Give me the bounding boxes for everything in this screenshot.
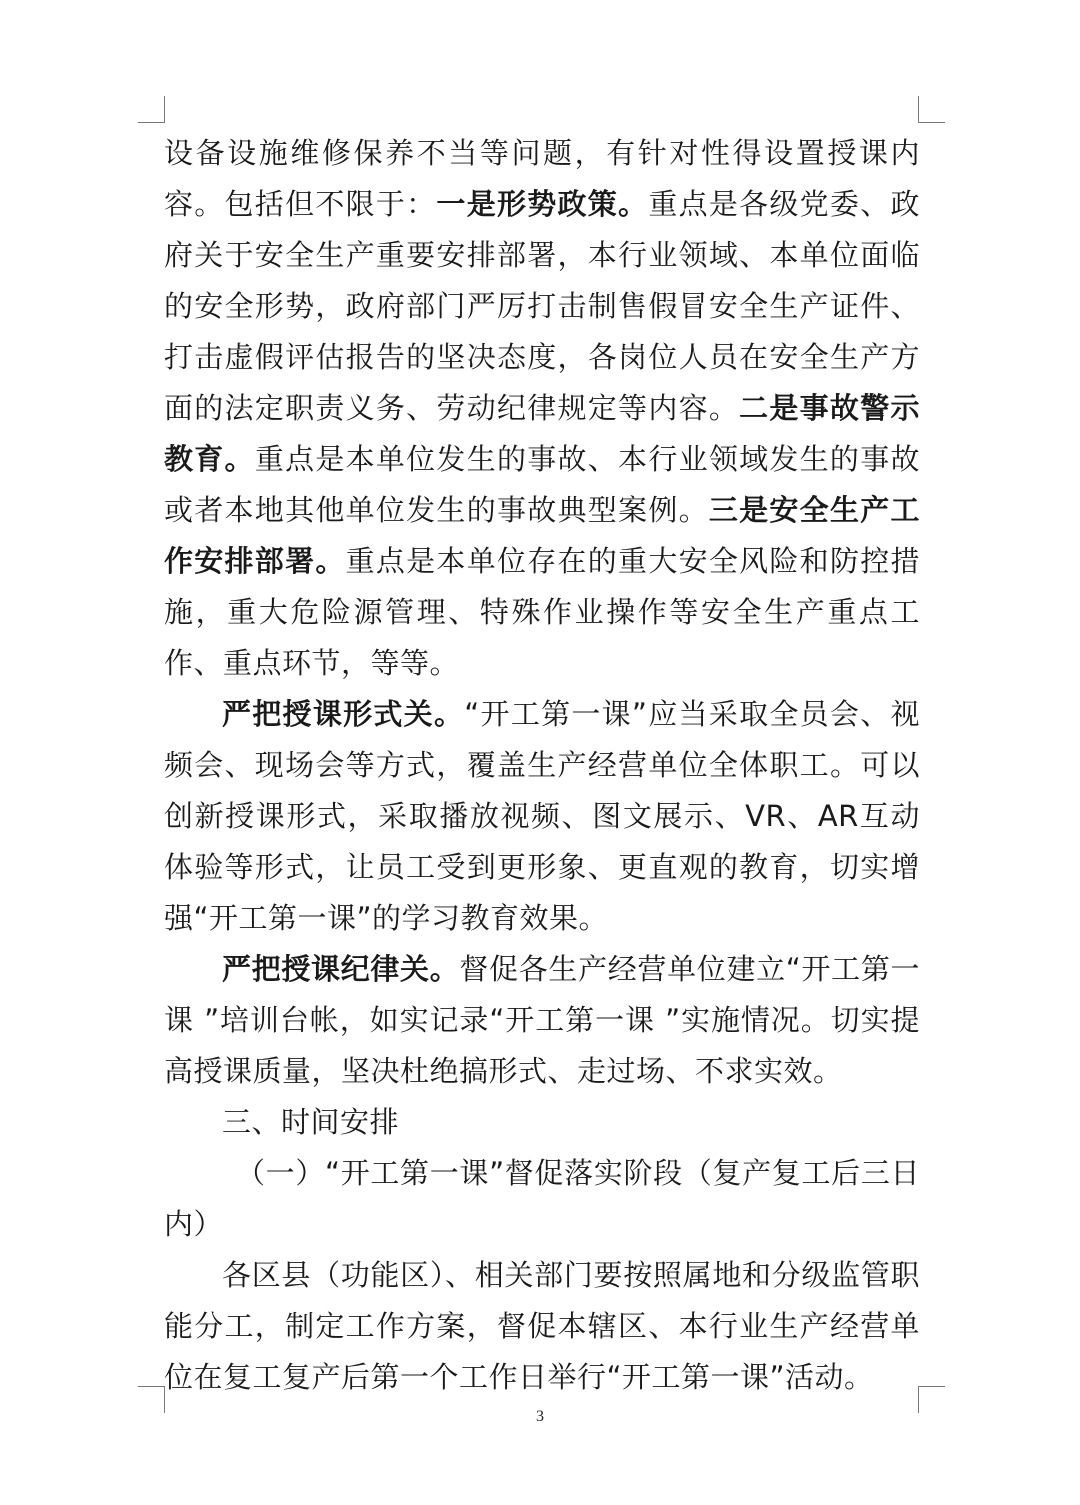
paragraph-teaching-format bbox=[164, 689, 920, 944]
bold-lead-work-arrangement: 三是安全生产工作安排部署。 bbox=[164, 493, 920, 578]
paragraph-stage-one-body: 各区县（功能区）、相关部门要按照属地和分级监管职能分工，制定工作方案，督促本辖区、本行业生产经营单位在复工复产后第一个工作日举行“开工第一课”活动。 bbox=[164, 1258, 920, 1394]
paragraph-text: 重点是本单位发生的事故、本行业领域发生的事故或者本地其他单位发生的事故典型案例。 bbox=[164, 442, 920, 527]
bold-lead-policy: 一是形势政策。 bbox=[436, 187, 649, 221]
paragraph-content-items bbox=[164, 128, 920, 689]
paragraph-text: “开工第一课”应当采取全员会、视频会、现场会等方式，覆盖生产经营单位全体职工。可以创新授课形式，采取播放视频、图文展示、VR、AR互动体验等形式，让员工受到更形象、更直观的教育，切实增强“开工第一课”的学习教育效果。 bbox=[164, 697, 920, 935]
subsection-heading-stage-one: （一）“开工第一课”督促落实阶段（复产复工后三日内） bbox=[164, 1156, 920, 1241]
crop-mark-top-left bbox=[138, 96, 165, 123]
bold-lead-accident-warning: 二是事故警示教育。 bbox=[164, 391, 920, 476]
bold-lead-teaching-discipline: 严把授课纪律关。 bbox=[222, 952, 460, 986]
crop-mark-top-right bbox=[918, 96, 945, 123]
document-body bbox=[164, 128, 920, 1403]
paragraph-teaching-discipline bbox=[164, 944, 920, 1097]
bold-lead-teaching-format: 严把授课形式关。 bbox=[222, 697, 465, 731]
page-number: 3 bbox=[536, 1408, 544, 1425]
paragraph-text: 督促各生产经营单位建立“开工第一课 ”培训台帐，如实记录“开工第一课 ”实施情况。切实提高授课质量，坚决杜绝搞形式、走过场、不求实效。 bbox=[164, 952, 920, 1088]
section-heading-schedule: 三、时间安排 bbox=[222, 1105, 400, 1139]
paragraph-text: 重点是本单位存在的重大安全风险和防控措施，重大危险源管理、特殊作业操作等安全生产重点工作、重点环节，等等。 bbox=[164, 544, 920, 680]
paragraph-text: 重点是各级党委、政府关于安全生产重要安排部署，本行业领域、本单位面临的安全形势，政府部门严厉打击制售假冒安全生产证件、打击虚假评估报告的坚决态度，各岗位人员在安全生产方面的法定职责义务、劳动纪律规定等内容。 bbox=[164, 187, 920, 425]
paragraph-text: 设备设施维修保养不当等问题，有针对性得设置授课内容。包括但不限于： bbox=[164, 136, 920, 221]
